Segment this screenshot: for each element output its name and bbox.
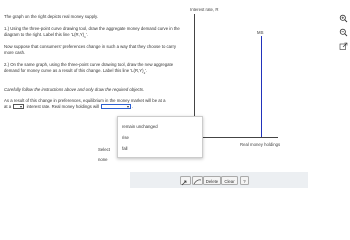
zoom-out-icon[interactable] (339, 24, 348, 33)
money-supply-line[interactable] (261, 36, 262, 137)
delete-button[interactable]: Delete (203, 176, 221, 185)
dropdown-option-rise[interactable]: rise (122, 135, 129, 140)
y-axis-label: Interest rate, R (190, 7, 219, 12)
none-label: none (98, 157, 108, 162)
help-button[interactable]: ? (240, 176, 249, 185)
question-intro: The graph on the right depicts real money supply. (4, 14, 99, 19)
question-part-2: 2.) On the same graph, using the three-point curve drawing tool, draw the new aggregate demand for money curve as a result of this change. Label this line '$L(R,Y)_2$'. (4, 62, 174, 75)
ms-label: MS (257, 30, 264, 35)
interest-rate-select[interactable] (13, 104, 24, 109)
x-axis-label: Real money holdings (240, 142, 281, 147)
zoom-in-icon[interactable] (339, 10, 348, 19)
clear-button[interactable]: Clear (221, 176, 238, 185)
question-preference-change: Now suppose that consumers' preferences change in such a way that they choose to carry more cash. (4, 44, 177, 55)
dropdown-option-remain-unchanged[interactable]: remain unchanged (122, 124, 158, 129)
chevron-down-icon (127, 106, 129, 108)
money-holdings-dropdown-menu (117, 116, 203, 158)
popout-icon[interactable] (339, 38, 348, 47)
question-part-3: As a result of this change in preferences, equilibrium in the money market will be at a at a interest rate. Real money holdings will . (4, 98, 166, 109)
instruction-note: Carefully follow the instructions above and only draw the required objects. (4, 87, 145, 92)
dropdown-option-fall[interactable]: fall (122, 146, 128, 151)
chevron-down-icon (20, 106, 22, 108)
curve-tool-button[interactable] (192, 176, 203, 185)
x-axis (194, 137, 278, 138)
money-holdings-select[interactable] (101, 104, 131, 109)
question-part-1: 1.) Using the three-point curve drawing tool, draw the aggregate money demand curve in the diagram to the right. Label this line '$L(R,Y)_1$'. (4, 26, 180, 39)
select-label: Select (98, 147, 110, 152)
arrow-tool-button[interactable] (180, 176, 191, 185)
